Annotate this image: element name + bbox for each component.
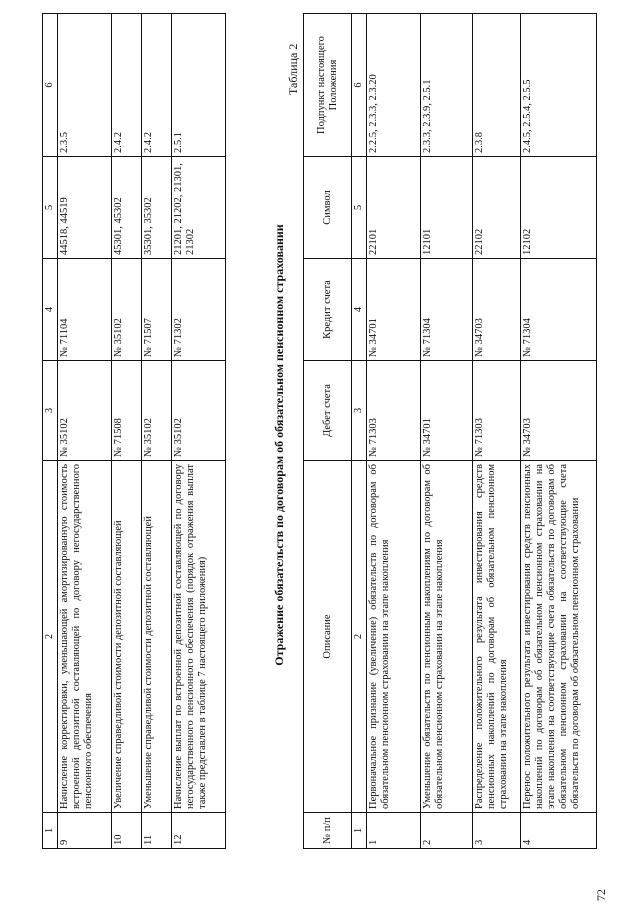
col-number: 3	[43, 361, 58, 461]
row-subclause: 2.4.2	[112, 14, 142, 157]
table-row	[58, 14, 112, 849]
col-number: 1	[43, 813, 58, 849]
row-num: 9	[58, 813, 112, 849]
row-credit: № 71104	[58, 259, 112, 361]
col-number: 6	[352, 14, 367, 157]
row-description: Уменьшение обязательств по пенсионным накоплениям по договорам об обязательном пенсионном страховании на этапе накопления	[421, 461, 473, 813]
table-row	[142, 14, 172, 849]
col-number: 2	[352, 461, 367, 813]
row-credit: № 71304	[521, 259, 597, 361]
row-debit: № 34701	[421, 361, 473, 461]
row-subclause: 2.4.2	[142, 14, 172, 157]
header-debit: Дебет счета	[304, 361, 352, 461]
row-num: 2	[421, 813, 473, 849]
table-1-continuation	[42, 13, 226, 849]
row-credit: № 34703	[473, 259, 521, 361]
row-credit: № 71507	[142, 259, 172, 361]
row-debit: № 71508	[112, 361, 142, 461]
table-row	[521, 14, 597, 849]
header-num: № п/п	[304, 813, 352, 849]
row-description: Уменьшение справедливой стоимости депозитной составляющей	[142, 461, 172, 813]
row-subclause: 2.5.1	[172, 14, 226, 157]
row-symbol: 44518, 44519	[58, 157, 112, 259]
row-credit: № 34701	[367, 259, 421, 361]
table-2	[303, 13, 597, 849]
table-row	[172, 14, 226, 849]
row-debit: № 34703	[521, 361, 597, 461]
col-number: 5	[352, 157, 367, 259]
col-number: 1	[352, 813, 367, 849]
row-description: Начисление выплат по встроенной депозитной составляющей по договору негосударственного пенсионного обеспечения (порядок отражения выплат также представлен в таблице 7 настоящего приложения)	[172, 461, 226, 813]
table-header	[304, 14, 352, 849]
row-debit: № 35102	[142, 361, 172, 461]
col-number: 6	[43, 14, 58, 157]
row-symbol: 22101	[367, 157, 421, 259]
row-description: Перенос положительного результата инвестирования средств пенсионных накоплений по договорам об обязательном пенсионном страховании на этапе накопления на соответствующие счета обязательств по договорам об обязательном пенсионном страховании на соответствующие счета обязательств по договорам об обязательном пенсионном страховании	[521, 461, 597, 813]
row-symbol: 35301, 35302	[142, 157, 172, 259]
row-num: 4	[521, 813, 597, 849]
header-description: Описание	[304, 461, 352, 813]
col-number: 3	[352, 361, 367, 461]
row-debit: № 71303	[367, 361, 421, 461]
table-2-label: Таблица 2	[286, 43, 300, 95]
row-credit: № 35102	[112, 259, 142, 361]
row-description: Первоначальное признание (увеличение) обязательств по договорам об обязательном пенсионном страховании на этапе накопления	[367, 461, 421, 813]
row-description: Увеличение справедливой стоимости депозитной составляющей	[112, 461, 142, 813]
table-row	[367, 14, 421, 849]
table-header-numbers	[43, 14, 58, 849]
col-number: 4	[43, 259, 58, 361]
row-num: 12	[172, 813, 226, 849]
row-num: 10	[112, 813, 142, 849]
col-number: 4	[352, 259, 367, 361]
row-description: Распределение положительного результата инвестирования средств пенсионных накоплений по договорам об обязательном пенсионном страховании на этапе накопления	[473, 461, 521, 813]
col-number: 2	[43, 461, 58, 813]
header-credit: Кредит счета	[304, 259, 352, 361]
row-symbol: 21201, 21202, 21301, 21302	[172, 157, 226, 259]
row-symbol: 22102	[473, 157, 521, 259]
table-2-title: Отражение обязательств по договорам об обязательном пенсионном страховании	[272, 224, 286, 666]
row-subclause: 2.4.5, 2.5.4, 2.5.5	[521, 14, 597, 157]
table-header-numbers	[352, 14, 367, 849]
table-row	[473, 14, 521, 849]
row-subclause: 2.3.3, 2.3.9, 2.5.1	[421, 14, 473, 157]
row-subclause: 2.2.5, 2.3.3, 2.3.20	[367, 14, 421, 157]
row-credit: № 71304	[421, 259, 473, 361]
table-row	[421, 14, 473, 849]
row-symbol: 12102	[521, 157, 597, 259]
row-symbol: 12101	[421, 157, 473, 259]
header-symbol: Символ	[304, 157, 352, 259]
row-debit: № 35102	[172, 361, 226, 461]
row-subclause: 2.3.8	[473, 14, 521, 157]
col-number: 5	[43, 157, 58, 259]
row-num: 11	[142, 813, 172, 849]
row-subclause: 2.3.5	[58, 14, 112, 157]
row-symbol: 45301, 45302	[112, 157, 142, 259]
table-row	[112, 14, 142, 849]
row-description: Начисление корректировки, уменьшающей амортизированную стоимость встроенной депозитной составляющей по договору негосударственного пенсионного обеспечения	[58, 461, 112, 813]
row-num: 3	[473, 813, 521, 849]
row-debit: № 71303	[473, 361, 521, 461]
header-subclause: Подпункт настоящего Положения	[304, 14, 352, 157]
row-debit: № 35102	[58, 361, 112, 461]
page-number: 72	[594, 889, 608, 901]
row-num: 1	[367, 813, 421, 849]
row-credit: № 71302	[172, 259, 226, 361]
